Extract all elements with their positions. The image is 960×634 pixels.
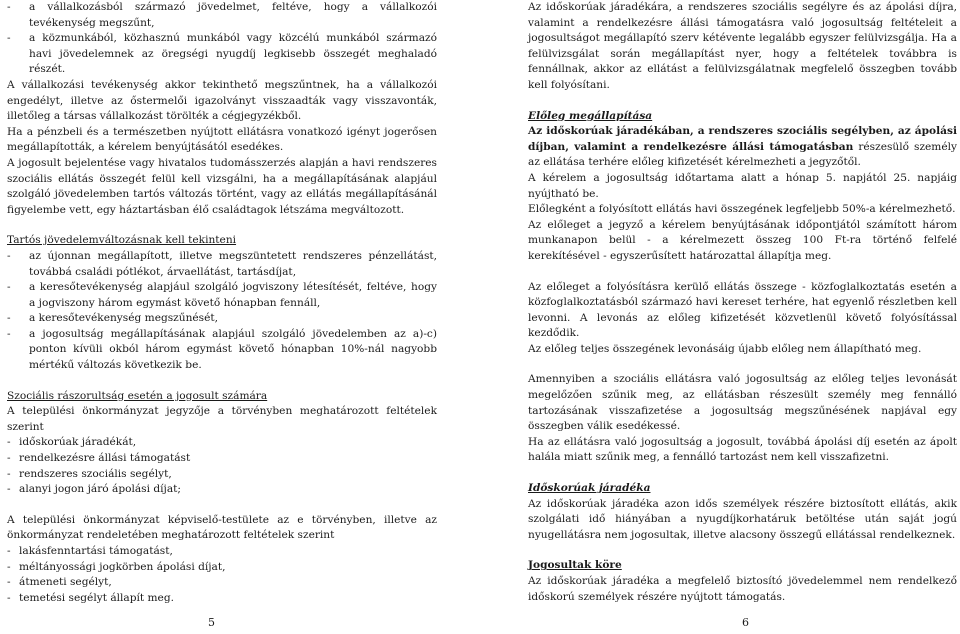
- advance-request-rest: részesülő személy az ellátása terhére előleg kifizetését kérelmezheti a jegyzőtől.: [528, 140, 957, 169]
- heading-elderly-allowance: Időskorúak járadéka: [528, 482, 651, 495]
- list-item: - a keresőtevékenység alapjául szolgáló jogviszony létesítését, feltéve, hogy a jogviszony három egymást követő hónapban fennáll,: [7, 281, 437, 309]
- list-item: - a keresőtevékenység megszűnését,: [7, 312, 219, 325]
- left-list-council: [7, 544, 437, 606]
- list-item: - a közmunkából, közhasznú munkából vagy közcélú munkából származó havi jövedelemnek az öregségi nyugdíj legkisebb összegét meghaladó részét.: [7, 32, 437, 76]
- page-number-right: 6: [742, 616, 749, 629]
- list-item: - a jogosultság megállapításának alapjául szolgáló jövedelemben az a)-c) ponton kívüli okból három egymást követő hónapban 10%-nál nagyobb mértékű változás következik be.: [7, 327, 437, 372]
- paragraph-advance-request: [528, 124, 957, 171]
- paragraph-advance-window: A kérelem a jogosultság időtartama alatt a hónap 5. napjától 25. napjáig nyújtható be.: [528, 171, 957, 200]
- paragraph-claim-due: Ha a pénzbeli és a természetben nyújtott ellátásra vonatkozó igényt jogerősen megállapították, a kérelem benyújtásától esedékes.: [7, 125, 437, 154]
- paragraph-council: A települési önkormányzat képviselő-testülete az e törvényben, illetve az önkormányzat rendeletében meghatározott feltételek szerint: [7, 513, 437, 542]
- right-page-column: [528, 0, 957, 605]
- paragraph-business-ended: A vállalkozási tevékenység akkor tekinthető megszűntnek, ha a vállalkozói engedélyt, illetve az őstermelői igazolványt visszaadták vagy visszavonták, illetőleg a társas vállalkozást törölték a cégjegyzékből.: [7, 78, 437, 123]
- paragraph-notary: A települési önkormányzat jegyzője a törvényben meghatározott feltételek szerint: [7, 405, 437, 433]
- paragraph-review: A jogosult bejelentése vagy hivatalos tudomásszerzés alapján a havi rendszeres szociális ellátás összegét felül kell vizsgálni, ha a megállapításának alapjául szolgáló jövedelemben tartós változás történt, vagy az ellátás megállapításánál figyelembe vett, egy háztartásban élő családtagok létszáma megváltozott.: [7, 156, 437, 216]
- list-item: - temetési segélyt állapít meg.: [7, 591, 174, 604]
- heading-advance: Előleg megállapítása: [528, 109, 653, 122]
- left-page-column: [7, 0, 437, 606]
- paragraph-elderly-allowance: Az időskorúak járadéka azon idős személyek részére biztosított ellátás, akik szolgálati idő hiányában a nyugdíjkorhatáruk betöltése után saját jogú nyugellátásra nem jogosultak, illetve alacsony összegű ellátással rendelkeznek.: [528, 497, 957, 541]
- heading-income-change: Tartós jövedelemváltozásnak kell tekinteni: [7, 234, 237, 247]
- paragraph-death: Ha az ellátásra való jogosultság a jogosult, továbbá ápolási díj esetén az ápolt halála miatt szűnik meg, a fennálló tartozást nem kell visszafizetni.: [528, 435, 957, 464]
- list-item: - az újonnan megállapított, illetve megszüntetett rendszeres pénzellátást, továbbá családi pótlékot, árvaellátást, tartásdíjat,: [7, 249, 437, 278]
- paragraph-no-new-advance: Az előleg teljes összegének levonásáig újabb előleg nem állapítható meg.: [528, 342, 922, 355]
- paragraph-advance-limit: Előlegként a folyósított ellátás havi összegének legfeljebb 50%-a kérelmezhető.: [528, 203, 956, 216]
- paragraph-eligible: Az időskorúak járadéka a megfelelő biztosító jövedelemmel nem rendelkező időskorú személyek részére nyújtott támogatás.: [528, 575, 957, 603]
- list-item: - rendelkezésre állási támogatást: [7, 452, 191, 465]
- advance-request-bold: Az időskorúak járadékában, a rendszeres szociális segélyben, az ápolási díjban, valamint a rendelkezésre állási támogatásban: [528, 125, 957, 153]
- heading-eligible: Jogosultak köre: [528, 559, 622, 572]
- paragraph-advance-deduction: Az előleget a folyósításra kerülő ellátás összege - közfoglalkoztatás esetén a közfoglalkoztatásból származó havi kereset terhére, hat egyenlő részletben kell levonni. A levonás az előleg kifizetését közvetlenül követő folyósítással kezdődik.: [528, 280, 957, 340]
- left-list-income: [7, 0, 437, 78]
- paragraph-early-termination: Amennyiben a szociális ellátásra való jogosultság az előleg teljes levonását megelőzően szűnik meg, az ellátásban részesült személy meg fennálló tartozásának visszafizetése a jogosultság megszűnésének napjával egy összegben válik esedékessé.: [528, 373, 957, 433]
- page-number-left: 5: [208, 616, 215, 629]
- list-item: - lakásfenntartási támogatást,: [7, 545, 173, 557]
- list-item: - méltányossági jogkörben ápolási díjat,: [7, 560, 226, 573]
- heading-social-need: Szociális rászorultság esetén a jogosult számára: [7, 389, 268, 402]
- list-item: - átmeneti segélyt,: [7, 576, 112, 589]
- list-item: - a vállalkozásból származó jövedelmet, feltéve, hogy a vállalkozói tevékenység megszűnt,: [7, 1, 437, 29]
- paragraph-biennial-review: Az időskorúak járadékára, a rendszeres szociális segélyre és az ápolási díjra, valamint a rendelkezésre állási támogatásra való jogosultság feltételeit a jogosultságot megállapító szerv kétévente legalább egyszer felülvizsgálja. Ha a felülvizsgálat során megállapítást nyer, hogy a feltételek továbbra is fennállnak, akkor az ellátást a felülvizsgálatnak megfelelő összegben tovább kell folyósítani.: [528, 1, 957, 91]
- left-list-notary: [7, 435, 437, 497]
- left-list-income-change: [7, 249, 437, 374]
- list-item: - alanyi jogon járó ápolási díjat;: [7, 483, 181, 496]
- list-item: - rendszeres szociális segélyt,: [7, 467, 172, 480]
- paragraph-advance-decision: Az előleget a jegyző a kérelem benyújtásának időpontjától számított három munkanapon belül - a kérelmezett összeg 100 Ft-ra történő felfelé kerekítésével - egyszerűsített határozattal állapítja meg.: [528, 218, 957, 262]
- list-item: - időskorúak járadékát,: [7, 436, 137, 449]
